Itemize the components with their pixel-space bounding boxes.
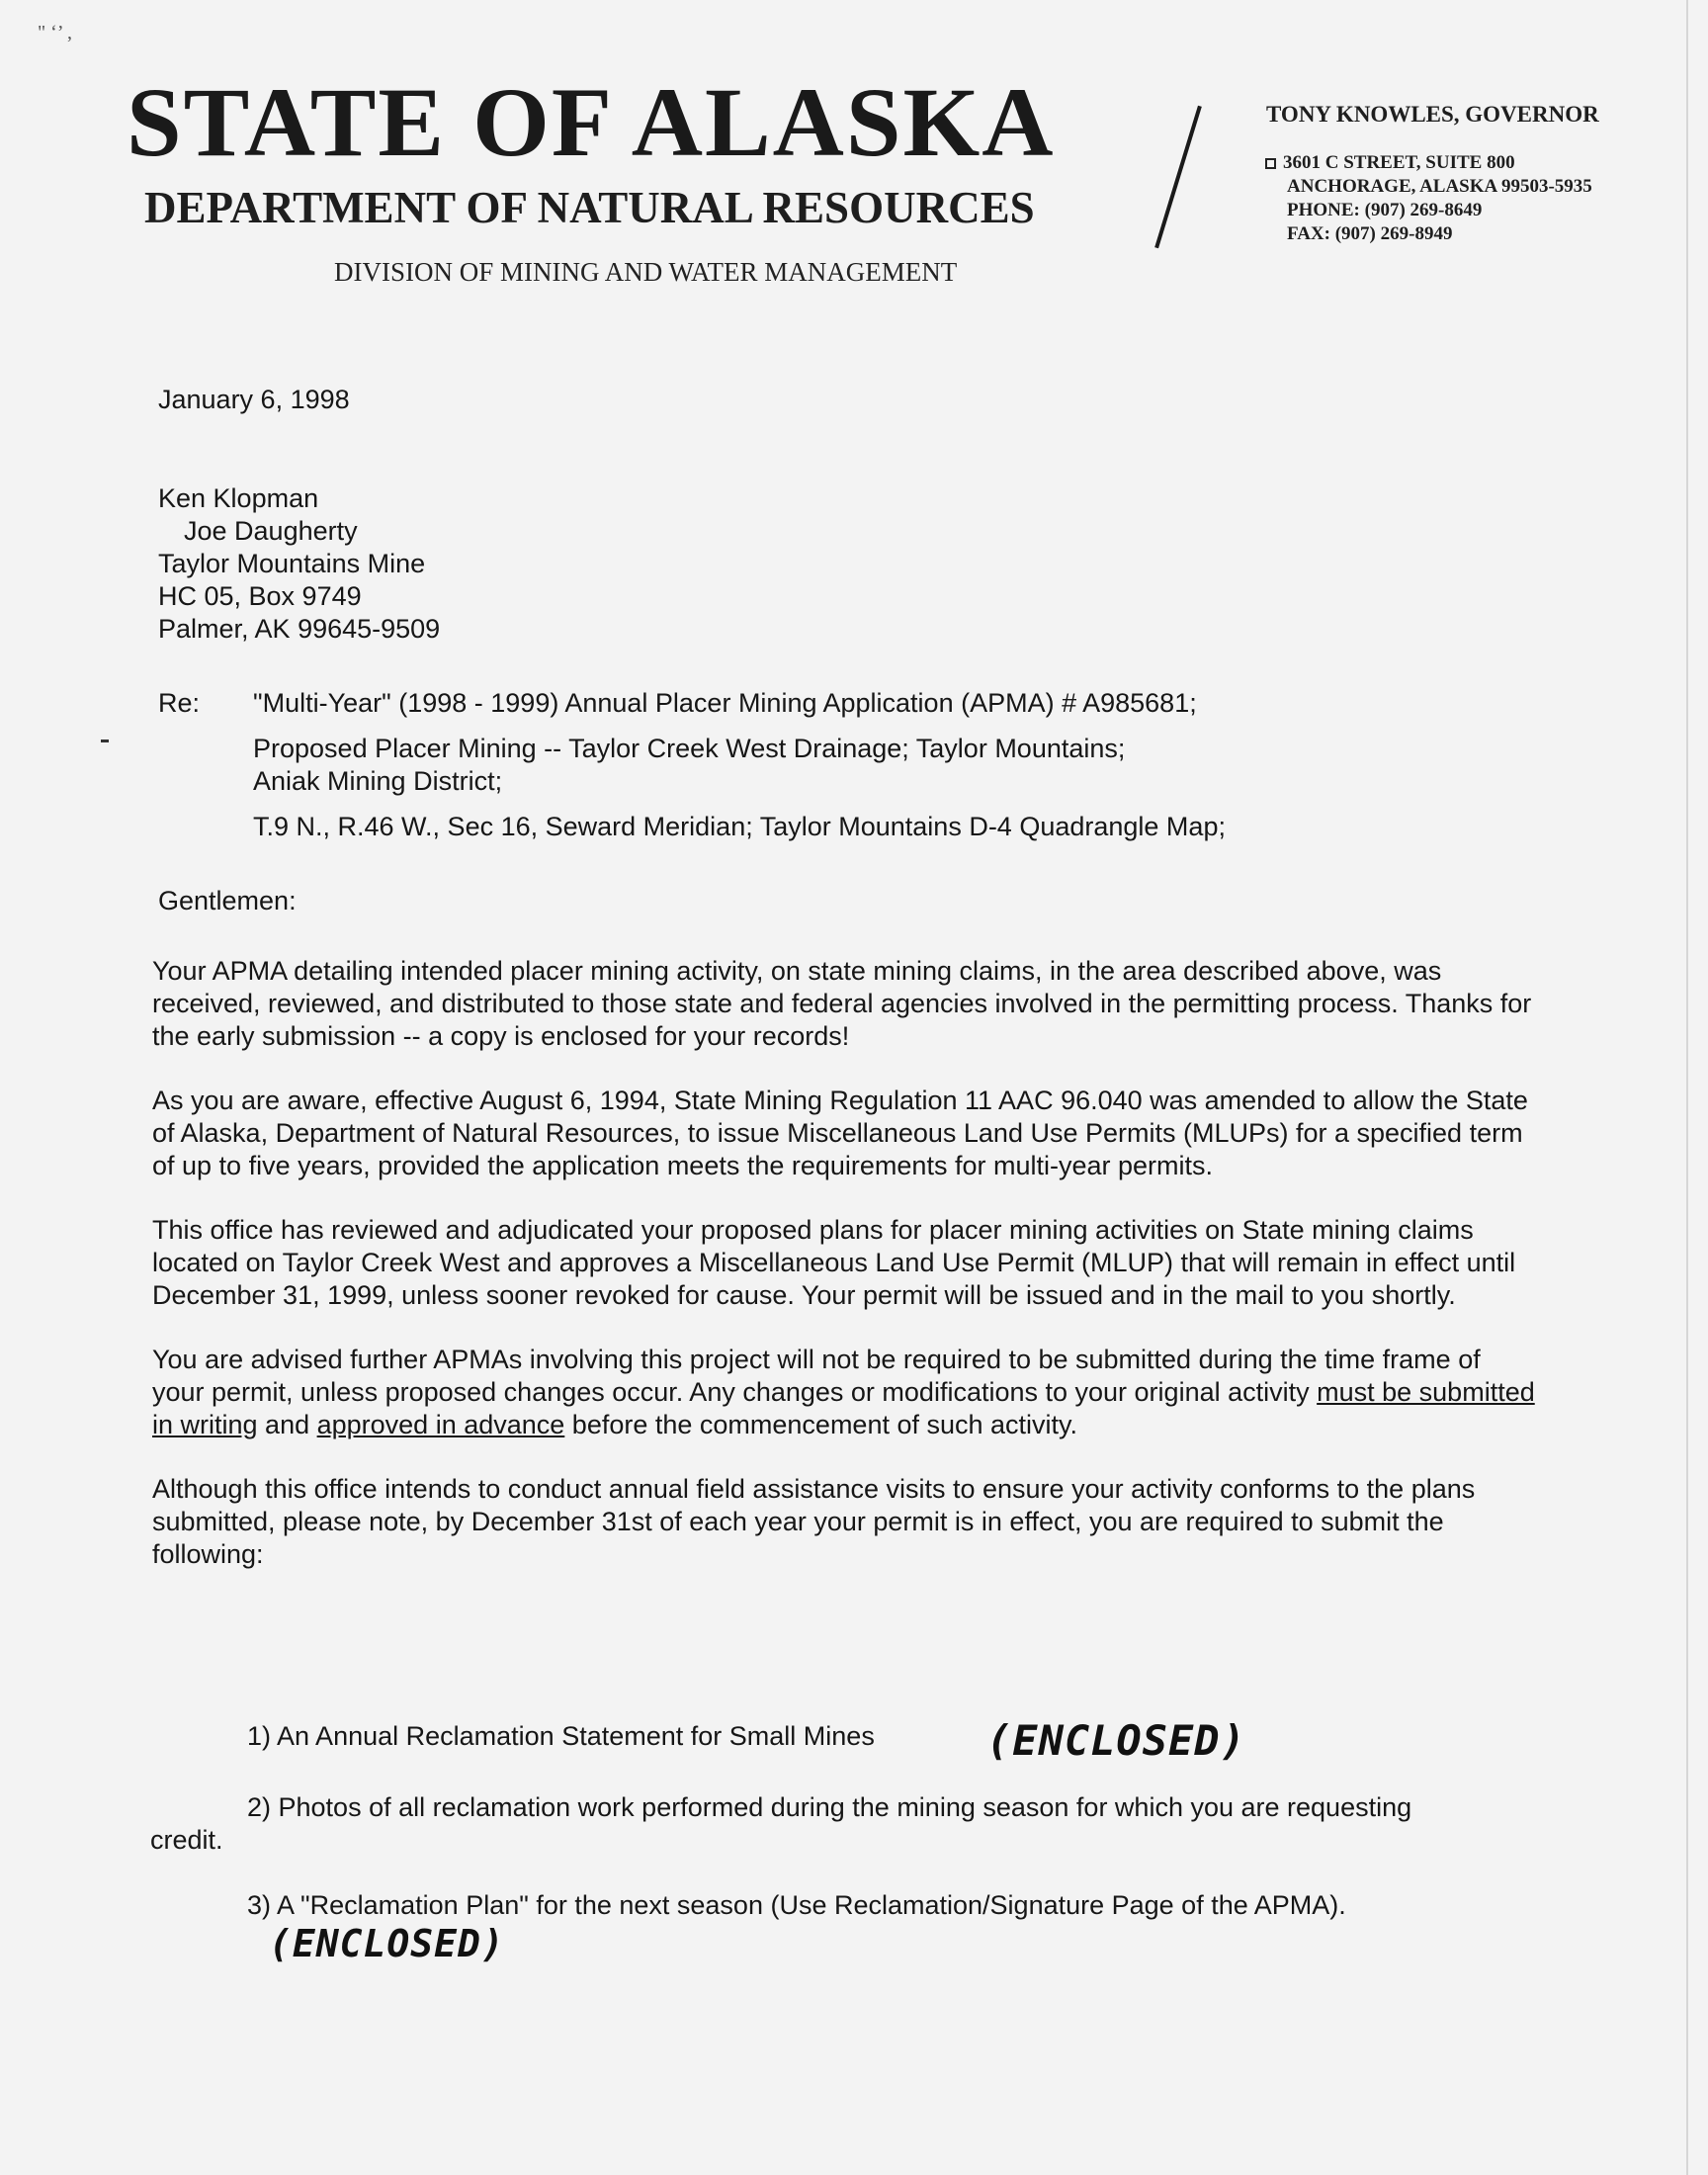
paragraph-text: and: [257, 1410, 317, 1439]
recipient-address: [158, 482, 440, 646]
body-paragraph: Your APMA detailing intended placer mining activity, on state mining claims, in the area described above, was received, reviewed, and distributed to those state and federal agencies involved in the permitting process. Thanks for the early submission -- a copy is enclosed for your records!: [152, 956, 1532, 1051]
handwritten-note: (ENCLOSED): [269, 1922, 505, 1965]
governor-name: TONY KNOWLES, GOVERNOR: [1266, 102, 1599, 127]
checkbox-icon: [1265, 158, 1276, 169]
letterhead-state: STATE OF ALASKA: [127, 67, 1056, 177]
re-label: Re:: [158, 688, 201, 718]
address-line1: 3601 C STREET, SUITE 800: [1283, 152, 1515, 173]
phone-line: PHONE: (907) 269-8649: [1287, 200, 1483, 220]
paragraph-text: You are advised further APMAs involving this project will not be required to be submitted during the time frame of your permit, unless proposed changes occur. Any changes or modifications to your original activity: [152, 1345, 1481, 1407]
re-line: T.9 N., R.46 W., Sec 16, Seward Meridian; Taylor Mountains D-4 Quadrangle Map;: [253, 812, 1226, 841]
letterhead-contact: [1265, 103, 1599, 246]
requirement-item: 3) A "Reclamation Plan" for the next season (Use Reclamation/Signature Page of the APMA).: [247, 1890, 1346, 1920]
address-line2: ANCHORAGE, ALASKA 99503-5935: [1287, 176, 1592, 197]
address-row: [1265, 151, 1599, 175]
requirement-item: 1) An Annual Reclamation Statement for Small Mines: [247, 1721, 875, 1751]
body-paragraph: Although this office intends to conduct annual field assistance visits to ensure your activity conforms to the plans submitted, please note, by December 31st of each year your permit is in effect, you are required to submit the following:: [152, 1474, 1476, 1569]
fax-line: FAX: (907) 269-8949: [1287, 223, 1453, 244]
letterhead-divider: [1154, 106, 1202, 249]
re-line: Proposed Placer Mining -- Taylor Creek West Drainage; Taylor Mountains;: [253, 734, 1126, 763]
contact-block: [1265, 151, 1599, 246]
paragraph-text: before the commencement of such activity.: [564, 1410, 1078, 1439]
margin-mark: [101, 740, 109, 742]
letterhead-department: DEPARTMENT OF NATURAL RESOURCES: [144, 183, 1035, 232]
scan-mark: " ‘’ ,: [38, 22, 72, 44]
salutation: Gentlemen:: [158, 886, 297, 915]
requirement-item: 2) Photos of all reclamation work performed during the mining season for which you are requesting credit.: [150, 1792, 1412, 1855]
letterhead-division: DIVISION OF MINING AND WATER MANAGEMENT: [334, 257, 958, 287]
recipient-line: HC 05, Box 9749: [158, 581, 362, 611]
handwritten-note: (ENCLOSED): [986, 1716, 1246, 1765]
letter-body: [152, 955, 1536, 1603]
scan-edge-line: [1686, 0, 1688, 2175]
re-line: "Multi-Year" (1998 - 1999) Annual Placer Mining Application (APMA) # A985681;: [253, 688, 1197, 718]
re-line: Aniak Mining District;: [253, 766, 503, 796]
recipient-line: Ken Klopman: [158, 483, 319, 513]
letter-date: January 6, 1998: [158, 385, 350, 414]
body-paragraph: [152, 1344, 1536, 1441]
body-paragraph: This office has reviewed and adjudicated your proposed plans for placer mining activities on State mining claims located on Taylor Creek West and approves a Miscellaneous Land Use Permit (MLUP) that will remain in effect until December 31, 1999, unless sooner revoked for cause. Your permit will be issued and in the mail to you shortly.: [152, 1215, 1516, 1310]
recipient-line: Joe Daugherty: [184, 516, 358, 546]
re-subject: [253, 687, 1538, 856]
body-paragraph: As you are aware, effective August 6, 1994, State Mining Regulation 11 AAC 96.040 was amended to allow the State of Alaska, Department of Natural Resources, to issue Miscellaneous Land Use Permits (MLUPs) for a specified term of up to five years, provided the application meets the requirements for multi-year permits.: [152, 1086, 1528, 1180]
recipient-line: Palmer, AK 99645-9509: [158, 614, 441, 644]
underlined-text: approved in advance: [316, 1410, 565, 1439]
recipient-line: Taylor Mountains Mine: [158, 549, 426, 578]
underlined-text: must be submitted in writing: [152, 1377, 1535, 1439]
